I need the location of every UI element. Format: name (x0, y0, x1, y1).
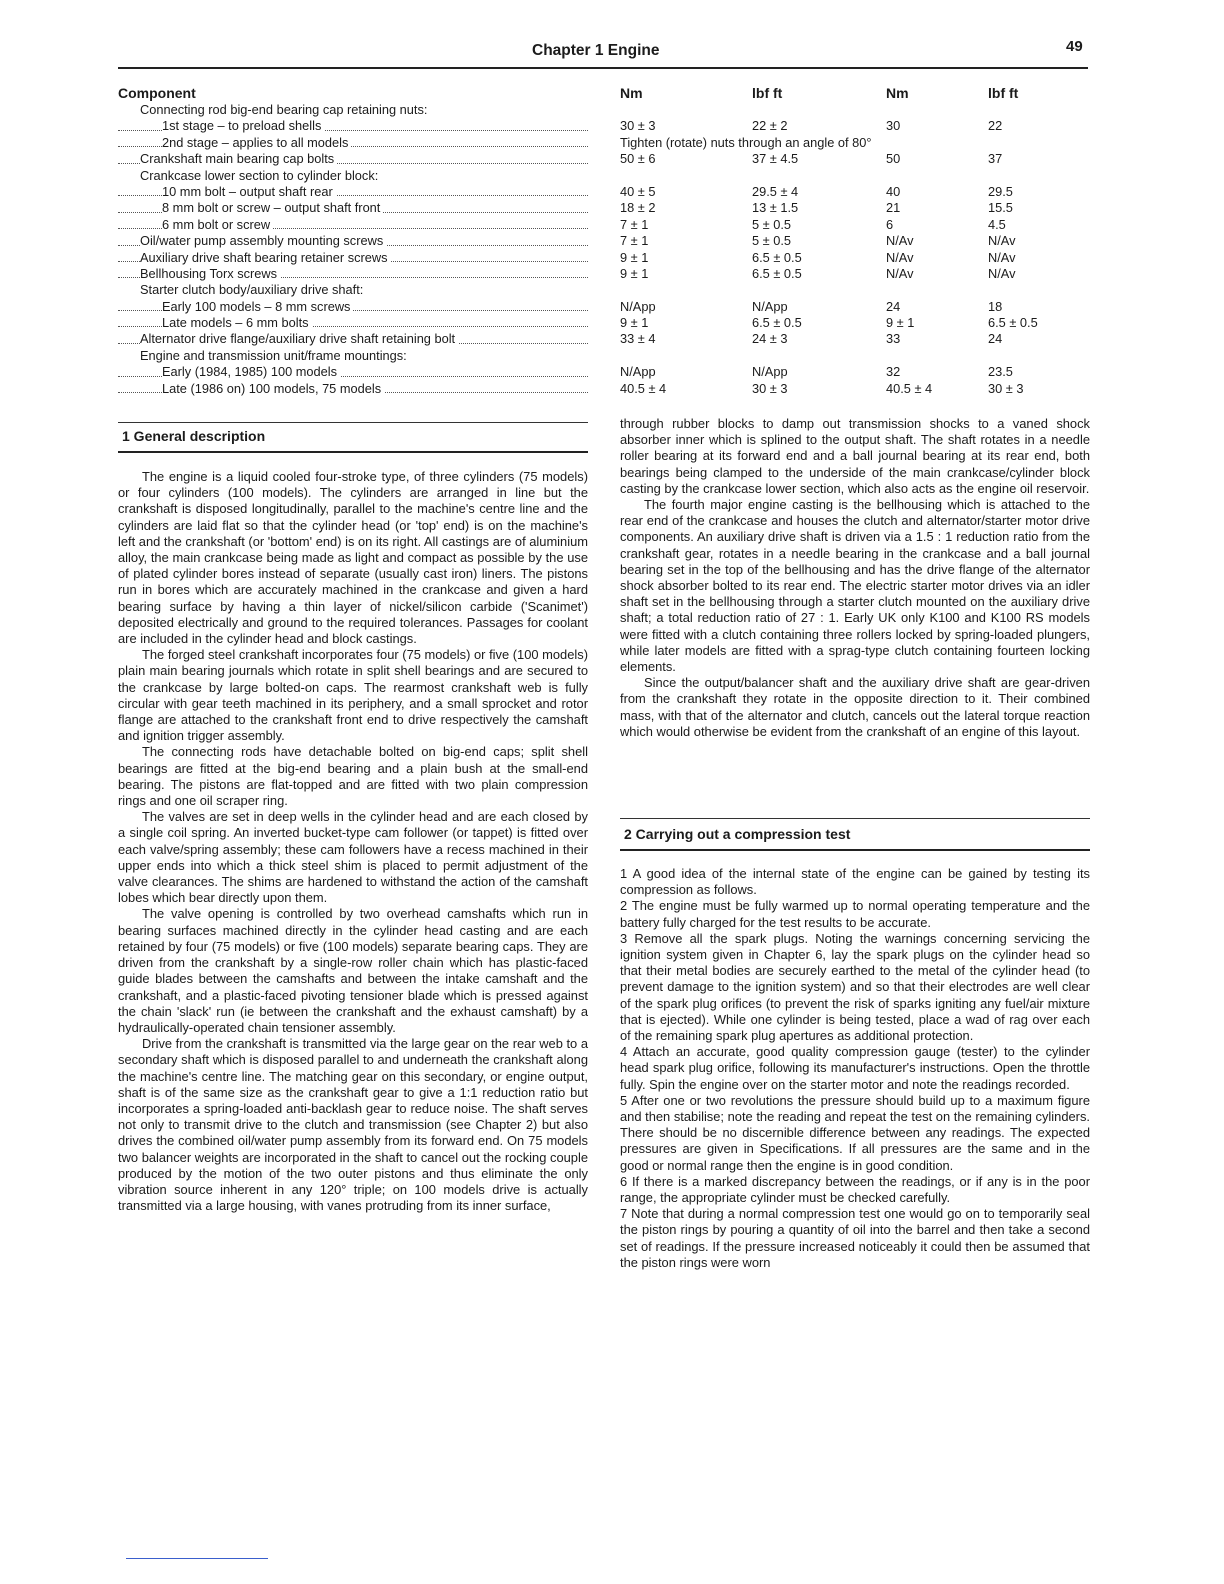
spec-header-nm-2: Nm (886, 85, 909, 101)
paragraph: through rubber blocks to damp out transmission shocks to a vaned shock absorber inner which is splined to the output shaft. The shaft rotates in a needle roller bearing at its forward end and a ball journal bearing at its rear end, both bearings being clamped to the underside of the main crankcase/cylinder block casting by the crankcase lower section, which also acts as the engine oil reservoir. (620, 416, 1090, 496)
spec-row-values (620, 233, 1090, 249)
spec-nm-value: N/Av (886, 249, 914, 265)
spec-nm-value: 40 ± 5 (620, 183, 656, 199)
right-column-body (620, 416, 1090, 740)
section-1-body (118, 469, 588, 1214)
spec-lbf-value: N/Av (988, 233, 1016, 249)
spec-label-text: 10 mm bolt – output shaft rear (162, 184, 336, 199)
spec-lbf-value: 29.5 (988, 183, 1013, 199)
spec-label-text: 1st stage – to preload shells (162, 118, 324, 133)
spec-nm-value: 7 ± 1 (620, 233, 649, 249)
spec-lbf-value: 22 ± 2 (752, 118, 788, 134)
spec-label-text: 8 mm bolt or screw – output shaft front (162, 200, 383, 215)
spec-row-values (620, 151, 1090, 167)
spec-label-text: Starter clutch body/auxiliary drive shaft: (140, 282, 366, 297)
spec-table-values (620, 84, 1090, 397)
spec-row-values (620, 135, 1090, 151)
spec-lbf-value: 30 ± 3 (752, 380, 788, 396)
spec-nm-value: 30 (886, 118, 901, 134)
spec-row-label (118, 233, 588, 249)
spec-row-label (118, 282, 588, 298)
spec-value-headers (620, 84, 1090, 102)
spec-nm-value: 40.5 ± 4 (620, 380, 667, 396)
spec-span-note: Tighten (rotate) nuts through an angle of 80° (620, 134, 872, 150)
spec-nm-value: 40 (886, 183, 901, 199)
spec-row-label (118, 102, 588, 118)
spec-nm-value: 9 ± 1 (620, 315, 649, 331)
footer-rule (126, 1558, 268, 1559)
spec-label-text: Oil/water pump assembly mounting screws (140, 233, 386, 248)
spec-label-text: Crankshaft main bearing cap bolts (140, 151, 337, 166)
spec-nm-value: N/App (620, 364, 656, 380)
section-1-rule-bottom (118, 451, 588, 453)
spec-row-label (118, 315, 588, 331)
spec-row-values (620, 299, 1090, 315)
spec-row-values (620, 282, 1090, 298)
header-rule (118, 67, 1088, 69)
section-1-title: 1 General description (122, 428, 266, 444)
section-1-rule-top (118, 422, 588, 423)
spec-row-label (118, 118, 588, 134)
spec-label-text: Early 100 models – 8 mm screws (162, 299, 353, 314)
paragraph: The forged steel crankshaft incorporates four (75 models) or five (100 models) plain main bearing journals which rotate in split shell bearings and are secured to the crankcase by large bolted-on caps. The rearmost crankshaft web is fully circular with gear teeth machined in its periphery, and a small sprocket and rotor flange are attached to the crankshaft front end to drive respectively the camshaft and ignition trigger assembly. (118, 647, 588, 744)
spec-row-label (118, 331, 588, 347)
section-2-rule-top (620, 818, 1090, 819)
spec-row-label (118, 299, 588, 315)
spec-lbf-value: 30 ± 3 (988, 380, 1024, 396)
spec-row-values (620, 217, 1090, 233)
spec-row-values (620, 266, 1090, 282)
spec-row-values (620, 331, 1090, 347)
spec-header-nm-1: Nm (620, 85, 643, 101)
paragraph: 3 Remove all the spark plugs. Noting the warnings concerning servicing the ignition system given in Chapter 6, lay the spark plugs on the cylinder head so that their metal bodies are securely earthed to the metal of the cylinder head (to prevent damage to the ignition system) and so that their electrodes are well clear of the spark plug orifices (to prevent the risk of sparks igniting any fuel/air mixture that is ejected). While one cylinder is being tested, place a wad of rag over each of the remaining spark plug apertures as additional protection. (620, 930, 1090, 1044)
spec-nm-value: 18 ± 2 (620, 200, 656, 216)
spec-label-text: Bellhousing Torx screws (140, 266, 280, 281)
page-header-title: Chapter 1 Engine (532, 42, 660, 59)
spec-nm-value: 33 ± 4 (620, 331, 656, 347)
spec-row-label (118, 250, 588, 266)
spec-row-values (620, 118, 1090, 134)
spec-label-text: Alternator drive flange/auxiliary drive shaft retaining bolt (140, 331, 458, 346)
spec-header-lbf-1: lbf ft (752, 85, 783, 101)
spec-row-values (620, 200, 1090, 216)
paragraph: 4 Attach an accurate, good quality compression gauge (tester) to the cylinder head spark plug orifice, following its manufacturer's instructions. Open the throttle fully. Spin the engine over on the starter motor and note the readings recorded. (620, 1044, 1090, 1092)
spec-lbf-value: 37 ± 4.5 (752, 151, 799, 167)
spec-row-label (118, 348, 588, 364)
spec-nm-value: 21 (886, 200, 901, 216)
spec-nm-value: N/App (620, 298, 656, 314)
spec-label-text: Crankcase lower section to cylinder block: (140, 168, 381, 183)
spec-label-text: 6 mm bolt or screw (162, 217, 273, 232)
spec-label-text: Late (1986 on) 100 models, 75 models (162, 381, 384, 396)
spec-nm-value: 9 ± 1 (886, 315, 915, 331)
paragraph: The engine is a liquid cooled four-stroke type, of three cylinders (75 models) or four cylinders (100 models). The cylinders are arranged in line but the crankshaft is disposed longitudinally, parallel to the machine's centre line and the cylinders are laid flat so that the cylinder head (or 'top' end) is on the machine's left and the crankshaft (or 'bottom' end) is on its right. All castings are of aluminium alloy, the main crankcase being made as light and compact as possible by the use of plated cylinder bores instead of separate (usually cast iron) liners. The pistons run in bores which are accurately machined in the crankcase and given a hard bearing surface by having a thin layer of nickel/silicon carbide ('Scanimet') deposited electrically and ground to the required tolerances. Passages for coolant are included in the cylinder head and block castings. (118, 469, 588, 647)
spec-nm-value: 40.5 ± 4 (886, 380, 933, 396)
section-2-rule-bottom (620, 849, 1090, 851)
spec-lbf-value: 24 ± 3 (752, 331, 788, 347)
spec-label-text: Late models – 6 mm bolts (162, 315, 312, 330)
spec-nm-value: 32 (886, 364, 901, 380)
spec-row-label (118, 200, 588, 216)
spec-label-text: 2nd stage – applies to all models (162, 135, 351, 150)
spec-lbf-value: 13 ± 1.5 (752, 200, 799, 216)
spec-row-values (620, 348, 1090, 364)
spec-row-values (620, 364, 1090, 380)
spec-lbf-value: 5 ± 0.5 (752, 233, 792, 249)
paragraph: The connecting rods have detachable bolted on big-end caps; split shell bearings are fitted at the big-end bearing and a plain bush at the small-end bearing. The pistons are flat-topped and are fitted with two plain compression rings and one oil scraper ring. (118, 744, 588, 809)
paragraph: 6 If there is a marked discrepancy between the readings, or if any is in the poor range, the appropriate cylinder must be checked carefully. (620, 1173, 1090, 1206)
paragraph: Drive from the crankshaft is transmitted via the large gear on the rear web to a secondary shaft which is disposed parallel to and underneath the crankshaft along the machine's centre line. The matching gear on this secondary, or engine output, shaft is of the same size as the crankshaft gear to give a 1:1 reduction ratio but incorporates a spring-loaded anti-backlash gear to reduce noise. The shaft serves not only to transmit drive to the clutch and transmission (see Chapter 2) but also drives the combined oil/water pump assembly from its forward end. On 75 models two balancer weights are incorporated in the shaft to cancel out the rocking couple produced by the motion of the two outer pistons and thus eliminate the only vibration source inherent in any 120° triple; on 100 models drive is actually transmitted via a large housing, with vanes protruding from its inner surface, (118, 1036, 588, 1214)
spec-lbf-value: 29.5 ± 4 (752, 183, 799, 199)
spec-row-label (118, 168, 588, 184)
spec-row-values (620, 102, 1090, 118)
spec-nm-value: N/Av (886, 233, 914, 249)
spec-label-text: Connecting rod big-end bearing cap retaining nuts: (140, 102, 430, 117)
spec-lbf-value: N/Av (988, 249, 1016, 265)
spec-lbf-value: N/Av (988, 265, 1016, 281)
spec-nm-value: 50 (886, 151, 901, 167)
paragraph: Since the output/balancer shaft and the auxiliary drive shaft are gear-driven from the crankshaft they rotate in the opposite direction to it. Their combined mass, with that of the alternator and clutch, cancels out the lateral torque reaction which would otherwise be evident from the crankshaft of an engine of this layout. (620, 675, 1090, 739)
spec-lbf-value: 37 (988, 151, 1003, 167)
paragraph: The fourth major engine casting is the bellhousing which is attached to the rear end of the crankcase and houses the clutch and alternator/starter motor drive components. An auxiliary drive shaft is driven via a 1.5 : 1 reduction ratio from the crankshaft gear, rotates in a needle bearing in the crankcase and a ball journal bearing set in the top of the bellhousing and has the drive flange of the alternator shock absorber bolted to its rear end. The electric starter motor drives via an idler shaft set in the bellhousing through a starter clutch mounted on the auxiliary drive shaft; a total reduction ratio of 27 : 1. Early UK only K100 and K100 RS models were fitted with a clutch containing three rollers locked by spring-loaded plungers, while later models are fitted with a sprag-type clutch containing fourteen locking elements. (620, 497, 1090, 675)
spec-lbf-value: 18 (988, 298, 1003, 314)
spec-label-text: Engine and transmission unit/frame mountings: (140, 348, 410, 363)
paragraph: 5 After one or two revolutions the pressure should build up to a maximum figure and then stabilise; note the reading and repeat the test on the remaining cylinders. There should be no discernible difference between any readings. The expected pressures are given in Specifications. If all pressures are the same and in the good or normal range then the engine is in good condition. (620, 1092, 1090, 1173)
section-2-body (620, 866, 1090, 1271)
paragraph: The valves are set in deep wells in the cylinder head and are each closed by a single coil spring. An inverted bucket-type cam follower (or tappet) is fitted over each valve/spring assembly; these cam followers have a recess machined in their upper ends into which a thick steel shim is placed to permit adjustment of the valve clearances. The shims are hardened to withstand the action of the camshaft lobes which bear directly upon them. (118, 809, 588, 906)
spec-nm-value: N/Av (886, 265, 914, 281)
spec-lbf-value: 6.5 ± 0.5 (752, 265, 802, 281)
spec-row-label (118, 184, 588, 200)
spec-row-values (620, 184, 1090, 200)
spec-nm-value: 24 (886, 298, 901, 314)
spec-header-component: Component (118, 85, 196, 101)
spec-row-label (118, 266, 588, 282)
spec-row-values (620, 381, 1090, 397)
spec-nm-value: 9 ± 1 (620, 265, 649, 281)
spec-lbf-value: 23.5 (988, 364, 1013, 380)
page-number: 49 (1066, 38, 1083, 55)
spec-nm-value: 7 ± 1 (620, 216, 649, 232)
spec-lbf-value: 24 (988, 331, 1003, 347)
paragraph: 7 Note that during a normal compression test one would go on to temporarily seal the piston rings by pouring a quantity of oil into the barrel and then take a second set of readings. If the pressure increased noticeably it could then be assumed that the piston rings were worn (620, 1206, 1090, 1270)
spec-lbf-value: 6.5 ± 0.5 (752, 315, 802, 331)
spec-row-values (620, 315, 1090, 331)
spec-lbf-value: 6.5 ± 0.5 (988, 315, 1038, 331)
spec-nm-value: 30 ± 3 (620, 118, 656, 134)
paragraph: The valve opening is controlled by two overhead camshafts which run in bearing surfaces machined directly in the cylinder head casting and are each retained by four (75 models) or five (100 models) separate bearing caps. They are driven from the crankshaft by a single-row roller chain which has plastic-faced guide blades between the camshafts and between the intake camshaft and the crankshaft, and a plastic-faced pivoting tensioner blade which is pressed against the chain 'slack' run (ie between the crankshaft and the exhaust camshaft) by a hydraulically-operated chain tensioner assembly. (118, 906, 588, 1035)
spec-nm-value: 9 ± 1 (620, 249, 649, 265)
spec-row-label (118, 381, 588, 397)
spec-row-label (118, 151, 588, 167)
spec-header-lbf-2: lbf ft (988, 85, 1019, 101)
spec-row-values (620, 250, 1090, 266)
paragraph: 2 The engine must be fully warmed up to normal operating temperature and the battery fully charged for the test results to be accurate. (620, 898, 1090, 930)
spec-table-labels (118, 84, 588, 397)
spec-row-label (118, 135, 588, 151)
spec-row-values (620, 168, 1090, 184)
spec-nm-value: 6 (886, 216, 894, 232)
spec-lbf-value: 15.5 (988, 200, 1013, 216)
spec-nm-value: 50 ± 6 (620, 151, 656, 167)
spec-nm-value: 33 (886, 331, 901, 347)
spec-label-text: Auxiliary drive shaft bearing retainer screws (140, 250, 391, 265)
paragraph: 1 A good idea of the internal state of the engine can be gained by testing its compression as follows. (620, 866, 1090, 898)
spec-row-label (118, 217, 588, 233)
spec-lbf-value: N/App (752, 298, 788, 314)
spec-label-text: Early (1984, 1985) 100 models (162, 364, 340, 379)
section-2-title: 2 Carrying out a compression test (624, 826, 851, 842)
spec-lbf-value: 22 (988, 118, 1003, 134)
spec-lbf-value: 5 ± 0.5 (752, 216, 792, 232)
spec-lbf-value: 6.5 ± 0.5 (752, 249, 802, 265)
spec-row-label (118, 364, 588, 380)
spec-lbf-value: N/App (752, 364, 788, 380)
spec-lbf-value: 4.5 (988, 216, 1006, 232)
